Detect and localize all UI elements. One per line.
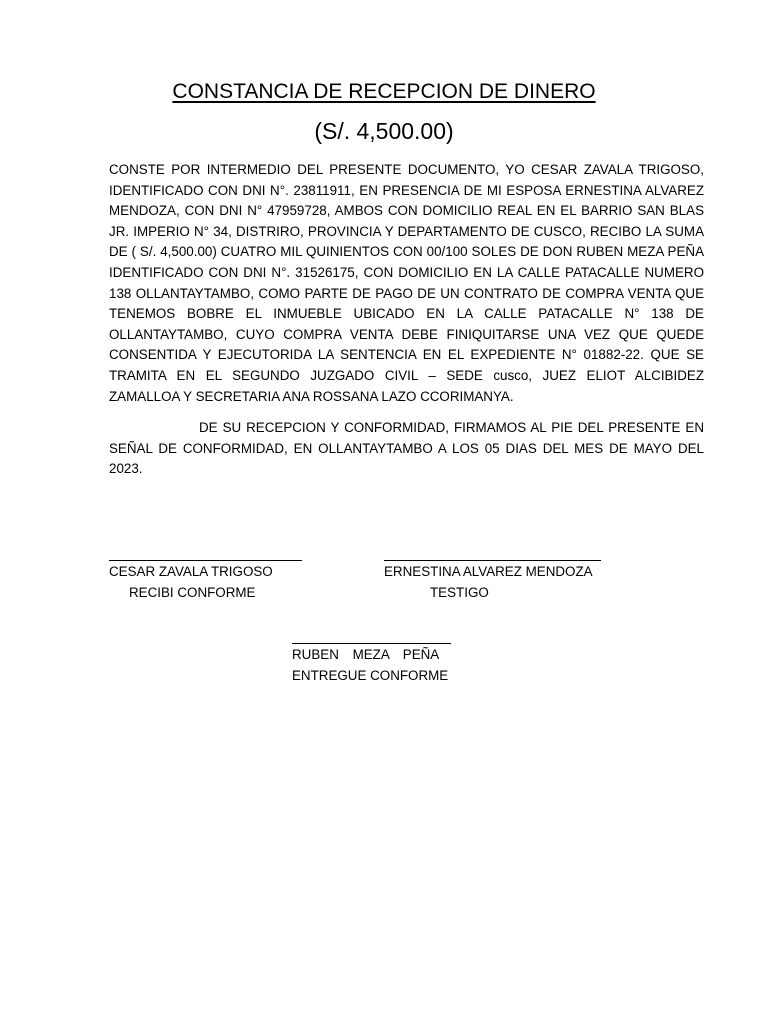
signature-block-witness [384, 560, 624, 603]
signature-role: TESTIGO [430, 585, 489, 600]
body-paragraph-1: CONSTE POR INTERMEDIO DEL PRESENTE DOCUMENTO, YO CESAR ZAVALA TRIGOSO, IDENTIFICADO CON DNI N°. 23811911, EN PRESENCIA DE MI ESPOSA ERNESTINA ALVAREZ MENDOZA, CON DNI N° 47959728, AMBOS CON DOMICILIO REAL EN EL BARRIO SAN BLAS JR. IMPERIO N° 34, DISTRIRO, PROVINCIA Y DEPARTAMENTO DE CUSCO, RECIBO LA SUMA DE ( S/. 4,500.00) CUATRO MIL QUINIENTOS CON 00/100 SOLES DE DON RUBEN MEZA PEÑA IDENTIFICADO CON DNI N°. 31526175, CON DOMICILIO EN LA CALLE PATACALLE NUMERO 138 OLLANTAYTAMBO, COMO PARTE DE PAGO DE UN CONTRATO DE COMPRA VENTA QUE TENEMOS BOBRE EL INMUEBLE UBICADO EN LA CALLE PATACALLE N° 138 DE OLLANTAYTAMBO, CUYO COMPRA VENTA DEBE FINIQUITARSE UNA VEZ QUE QUEDE CONSENTIDA Y EJECUTORIDA LA SENTENCIA EN EL EXPEDIENTE N° 01882-22. QUE SE TRAMITA EN EL SEGUNDO JUZGADO CIVIL – SEDE cusco, JUEZ ELIOT ALCIBIDEZ ZAMALLOA Y SECRETARIA ANA ROSSANA LAZO CCORIMANYA. [109, 162, 704, 404]
document-amount: (S/. 4,500.00) [314, 118, 454, 144]
signature-role: ENTREGUE CONFORME [292, 668, 449, 683]
signature-block-payer [292, 643, 492, 686]
signature-name: RUBEN MEZA PEÑA [292, 647, 440, 662]
document-title: CONSTANCIA DE RECEPCION DE DINERO [172, 80, 596, 103]
signature-role: RECIBI CONFORME [129, 585, 256, 600]
body-paragraph-2: DE SU RECEPCION Y CONFORMIDAD, FIRMAMOS AL PIE DEL PRESENTE EN SEÑAL DE CONFORMIDAD, EN OLLANTAYTAMBO A LOS 05 DIAS DEL MES DE MAYO DEL 2023. [109, 420, 704, 477]
signature-block-receiver [109, 560, 309, 603]
signature-name: ERNESTINA ALVAREZ MENDOZA [384, 564, 593, 579]
signature-name: CESAR ZAVALA TRIGOSO [109, 564, 273, 579]
document-body [109, 160, 704, 480]
